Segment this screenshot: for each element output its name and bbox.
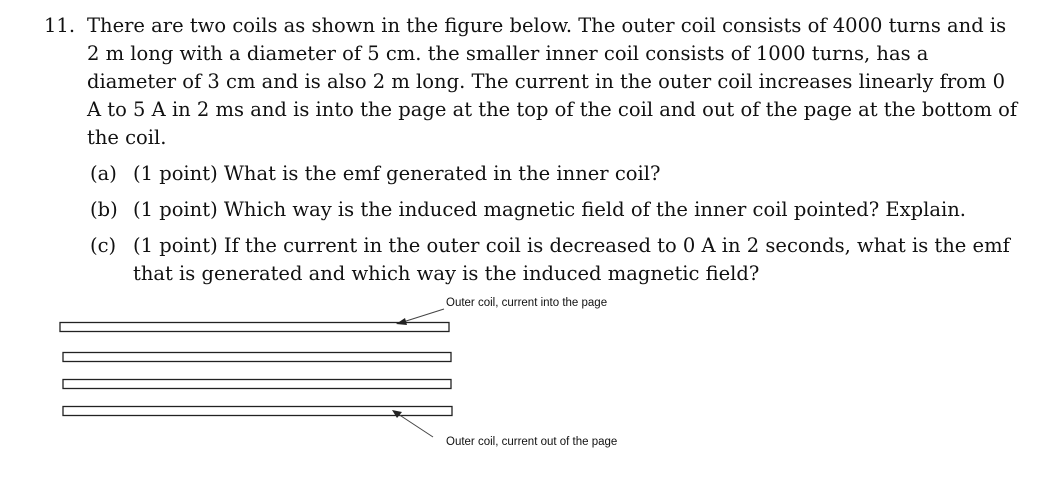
part-a-label: (a) <box>90 162 117 185</box>
arrow-bottom <box>392 410 433 437</box>
part-c-label: (c) <box>90 234 117 257</box>
label-outer-coil-bottom: Outer coil, current out of the page <box>446 436 618 448</box>
problem-number: 11. <box>44 14 76 37</box>
problem-stem-text: There are two coils as shown in the figure below. The outer coil consists of 4000 turns and is 2 m long with a diameter of 5 cm. the smaller inner coil consists of 1000 turns, has a diameter of 3 cm and is also 2 m long. The current in the outer coil increases linearly from 0 A to 5 A in 2 ms and is into the page at the top of the coil and out of the page at the bottom of the coil. <box>87 14 1018 149</box>
part-c-text: (1 point) If the current in the outer coil is decreased to 0 A in 2 seconds, what is the emf that is generated and which way is the induced magnetic field? <box>133 234 1010 285</box>
inner-coil-top <box>63 353 451 362</box>
label-outer-coil-top: Outer coil, current into the page <box>446 297 608 309</box>
part-a-text: (1 point) What is the emf generated in the inner coil? <box>133 162 661 185</box>
part-b-text: (1 point) Which way is the induced magnetic field of the inner coil pointed? Explain. <box>133 198 966 221</box>
part-b-label: (b) <box>90 198 118 221</box>
outer-coil-top <box>60 323 449 332</box>
inner-coil-bottom <box>63 380 451 389</box>
